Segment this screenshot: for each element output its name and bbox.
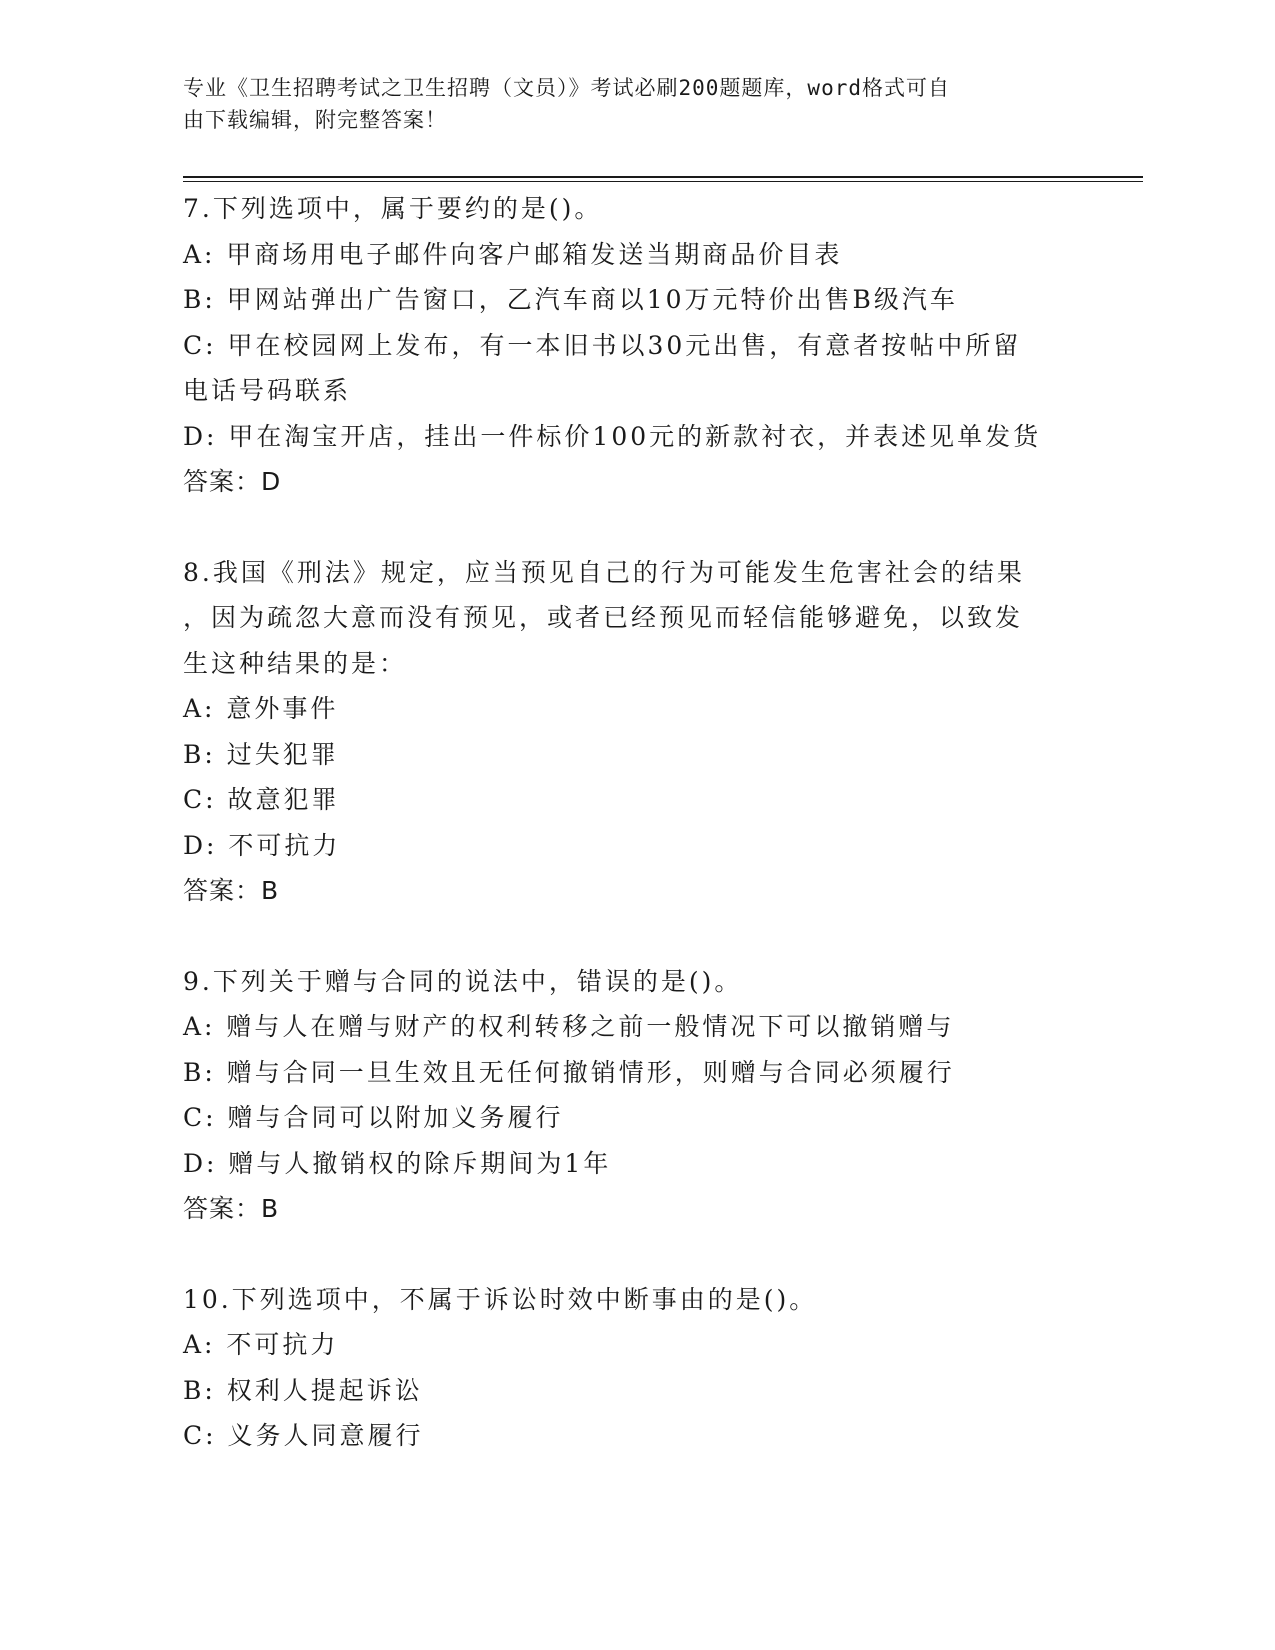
question-block (183, 186, 1083, 505)
question-text: ，因为疏忽大意而没有预见，或者已经预见而轻信能够避免，以致发 (183, 603, 1024, 632)
question-block (183, 959, 1083, 1232)
answer-text: 答案：B (183, 1194, 280, 1223)
option-text: C: 义务人同意履行 (183, 1421, 424, 1450)
option-text: B: 甲网站弹出广告窗口，乙汽车商以10万元特价出售B级汽车 (183, 285, 958, 314)
question-block (183, 550, 1083, 914)
header-divider-thick (183, 176, 1143, 178)
question-text: 8.我国《刑法》规定，应当预见自己的行为可能发生危害社会的结果 (183, 557, 1025, 587)
answer-text: 答案：D (183, 467, 282, 496)
option-text: 电话号码联系 (183, 376, 352, 405)
question-block (183, 1277, 1083, 1459)
option-text: C: 甲在校园网上发布，有一本旧书以30元出售，有意者按帖中所留 (183, 330, 1022, 360)
question-list (183, 186, 1083, 1459)
option-text: B: 赠与合同一旦生效且无任何撤销情形，则赠与合同必须履行 (183, 1057, 955, 1087)
question-text: 7.下列选项中，属于要约的是()。 (183, 194, 603, 223)
answer-text: 答案：B (183, 876, 280, 905)
option-text: B: 权利人提起诉讼 (183, 1375, 423, 1405)
option-text: C: 赠与合同可以附加义务履行 (183, 1103, 564, 1132)
question-text: 10.下列选项中，不属于诉讼时效中断事由的是()。 (183, 1284, 818, 1314)
option-text: D: 甲在淘宝开店，挂出一件标价100元的新款衬衣，并表述见单发货 (183, 421, 1042, 451)
option-text: A: 甲商场用电子邮件向客户邮箱发送当期商品价目表 (183, 239, 843, 269)
document-header (183, 72, 1063, 136)
header-line-2: 由下载编辑，附完整答案！ (183, 108, 447, 132)
option-text: C: 故意犯罪 (183, 785, 340, 814)
header-line-1: 专业《卫生招聘考试之卫生招聘（文员）》考试必刷200题题库，word格式可自 (183, 76, 950, 100)
option-text: A: 赠与人在赠与财产的权利转移之前一般情况下可以撤销赠与 (183, 1012, 955, 1041)
question-text: 9.下列关于赠与合同的说法中，错误的是()。 (183, 966, 743, 996)
option-text: A: 意外事件 (183, 694, 339, 723)
option-text: D: 赠与人撤销权的除斥期间为1年 (183, 1148, 612, 1178)
option-text: D: 不可抗力 (183, 830, 341, 860)
option-text: A: 不可抗力 (183, 1330, 339, 1359)
question-text: 生这种结果的是： (183, 648, 408, 678)
header-divider-thin (183, 181, 1143, 182)
option-text: B: 过失犯罪 (183, 739, 339, 769)
